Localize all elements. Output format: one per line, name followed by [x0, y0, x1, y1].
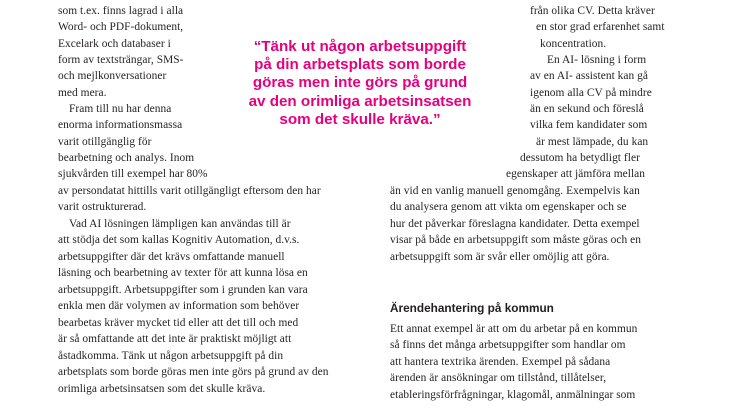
body-text-line: med mera. [58, 87, 107, 99]
pull-quote-line: “Tänk ut någon arbetsuppgift [253, 38, 467, 55]
body-text-line: en stor grad erfarenhet samt [536, 21, 665, 33]
body-text-line: orimliga arbetsinsatsen som det skulle kräva. [58, 383, 266, 395]
body-text-line: arbetsuppgift som är svår eller omöjlig att göra. [390, 251, 610, 263]
body-text-line: av en AI- assistent kan gå [530, 70, 649, 82]
body-text-line: Ett annat exempel är att om du arbetar på en kommun [390, 323, 638, 335]
body-text-line: är mest lämpade, du kan [536, 136, 649, 148]
body-text-line: arbetsuppgifter där det krävs omfattande manuell [58, 251, 285, 263]
body-text-line: arbetsuppgift. Arbetsuppgifter som i grunden kan vara [58, 284, 308, 296]
body-text-line: sjukvården till exempel har 80% [58, 168, 208, 180]
body-text-line: varit otillgänglig för [58, 136, 152, 148]
body-text-line: av persondatat hittills varit otillgängligt eftersom den har [58, 185, 321, 197]
body-text-line: Excelark och databaser i [58, 38, 171, 50]
body-text-line: ärenden är ansökningar om tillstånd, tillåtelser, [390, 372, 607, 384]
body-text-line: än en sekund och föreslå [530, 103, 644, 115]
body-text-line: bearbetning och analys. Inom [58, 152, 195, 164]
pull-quote-line: på din arbetsplats som borde [254, 56, 466, 74]
body-text-line: och mejlkonversationer [58, 70, 167, 82]
body-text-line: läsning och bearbetning av texter för att kunna lösa en [58, 267, 308, 279]
body-text-line: bearbetas kräver mycket tid eller att det till och med [58, 317, 299, 329]
body-text-line: enorma informationsmassa [58, 119, 183, 131]
body-text-line: än vid en vanlig manuell genomgång. Exempelvis kan [390, 185, 640, 197]
pull-quote-line: av den orimliga arbetsinsatsen [248, 92, 472, 110]
body-text-line: egenskaper att jämföra mellan [506, 168, 646, 180]
pull-quote [232, 38, 488, 129]
body-text-line: arbetsplats som borde göras men inte görs på grund av den [58, 366, 329, 378]
body-text-line: att stödja det som kallas Kognitiv Automation, d.v.s. [58, 234, 300, 246]
body-text-line: så finns det många arbetsuppgifter som handlar om [390, 339, 626, 351]
body-text-line: från olika CV. Detta kräver [530, 5, 655, 17]
body-text-line: Word- och PDF-dokument, [58, 21, 184, 33]
body-text-line: igenom alla CV på mindre [530, 87, 652, 99]
body-text-line: form av textsträngar, SMS- [58, 54, 184, 66]
body-text-line: dessutom ha betydligt fler [520, 152, 640, 164]
body-text-line: är så omfattande att det inte är praktiskt möjligt att [58, 333, 292, 345]
body-text-line: En AI- lösning i form [547, 54, 647, 66]
body-text-line: varit ostrukturerad. [58, 201, 147, 213]
body-text-line: att hantera textrika ärenden. Exempel på sådana [390, 356, 611, 368]
body-text-line: åstadkomma. Tänk ut någon arbetsuppgift på din [58, 350, 284, 362]
body-text-line: Fram till nu har denna [69, 103, 172, 115]
body-text-line: Vad AI lösningen lämpligen kan användas till är [69, 218, 291, 230]
body-text-line: enkla men där volymen av information som behöver [58, 300, 300, 312]
body-text-line: etableringsförfrågningar, klagomål, anmälningar som [390, 389, 636, 401]
pull-quote-line: som det skulle kräva.” [279, 110, 441, 128]
body-text-line: du analysera genom att vikta om egenskaper och se [390, 201, 627, 213]
section-heading: Ärendehantering på kommun [390, 301, 554, 315]
body-text-line: hur det påverkar föreslagna kandidater. Detta exempel [390, 218, 640, 230]
body-text-line: som t.ex. finns lagrad i alla [58, 5, 184, 17]
body-text-line: visar på både en arbetsuppgift som måste göras och en [390, 234, 641, 246]
pull-quote-line: göras men inte görs på grund [252, 74, 468, 92]
body-text-line: vilka fem kandidater som [530, 119, 648, 131]
body-text-line: koncentration. [540, 38, 607, 50]
